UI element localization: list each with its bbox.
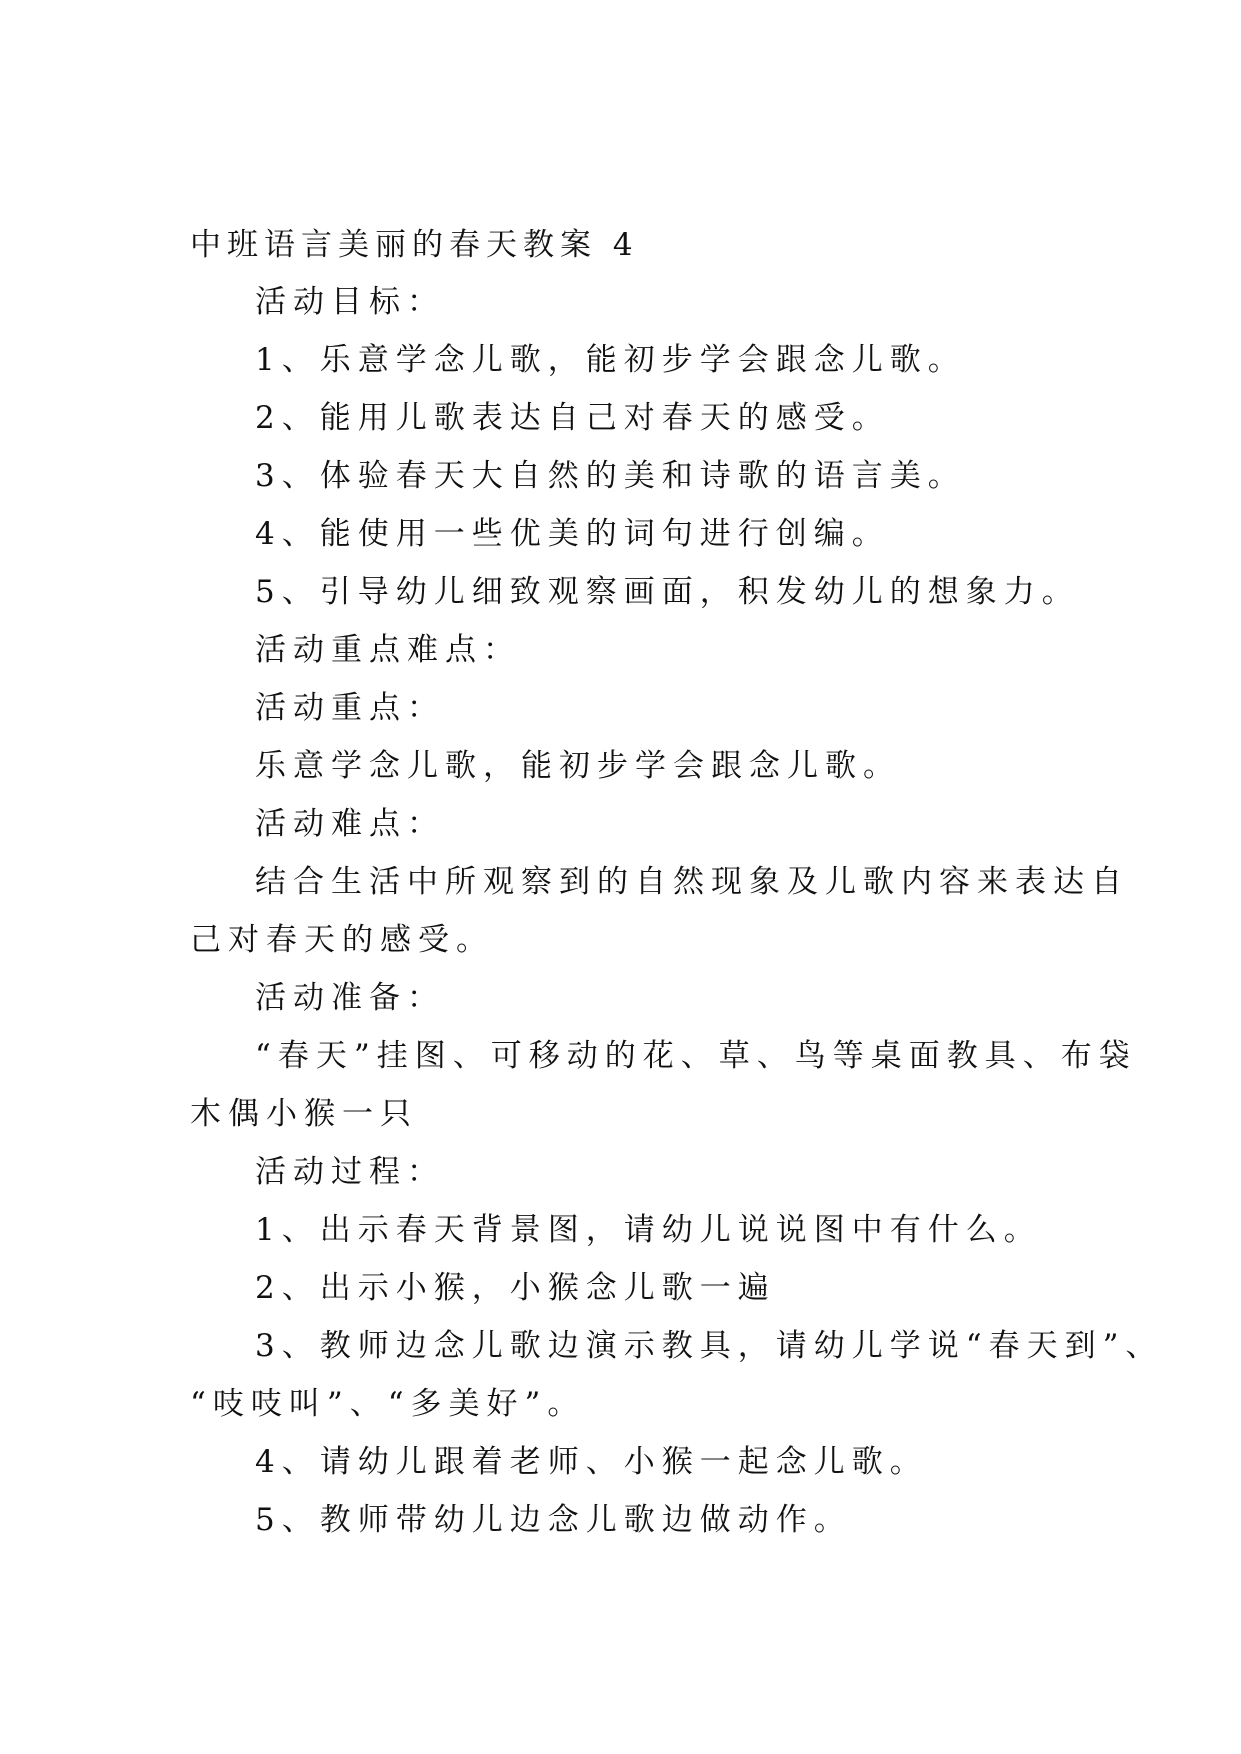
key-point-text: 乐意学念儿歌，能初步学会跟念儿歌。 bbox=[255, 748, 901, 784]
preparation-text-line-1: “春天”挂图、可移动的花、草、鸟等桌面教具、布袋 bbox=[255, 1038, 1137, 1074]
section-heading-process: 活动过程： bbox=[255, 1154, 445, 1190]
difficulty-text-line-2: 己对春天的感受。 bbox=[190, 922, 494, 958]
goal-item-5: 5、引导幼儿细致观察画面，积发幼儿的想象力。 bbox=[255, 574, 1080, 610]
process-step-3-line-2: “吱吱叫”、“多美好”。 bbox=[190, 1386, 586, 1422]
preparation-text-line-2: 木偶小猴一只 bbox=[190, 1096, 418, 1132]
process-step-4: 4、请幼儿跟着老师、小猴一起念儿歌。 bbox=[255, 1444, 928, 1480]
goal-item-2: 2、能用儿歌表达自己对春天的感受。 bbox=[255, 400, 890, 436]
goal-item-1: 1、乐意学念儿歌，能初步学会跟念儿歌。 bbox=[255, 342, 966, 378]
goal-item-3: 3、体验春天大自然的美和诗歌的语言美。 bbox=[255, 458, 966, 494]
section-heading-preparation: 活动准备： bbox=[255, 980, 445, 1016]
document-title: 中班语言美丽的春天教案 4 bbox=[190, 227, 639, 263]
subheading-difficulty: 活动难点： bbox=[255, 806, 445, 842]
section-heading-goals: 活动目标： bbox=[255, 284, 445, 320]
difficulty-text-line-1: 结合生活中所观察到的自然现象及儿歌内容来表达自 bbox=[255, 864, 1129, 900]
process-step-2: 2、出示小猴，小猴念儿歌一遍 bbox=[255, 1270, 776, 1306]
subheading-key-points: 活动重点： bbox=[255, 690, 445, 726]
process-step-1: 1、出示春天背景图，请幼儿说说图中有什么。 bbox=[255, 1212, 1042, 1248]
process-step-5: 5、教师带幼儿边念儿歌边做动作。 bbox=[255, 1502, 852, 1538]
section-heading-key-difficulty: 活动重点难点： bbox=[255, 632, 521, 668]
goal-item-4: 4、能使用一些优美的词句进行创编。 bbox=[255, 516, 890, 552]
process-step-3-line-1: 3、教师边念儿歌边演示教具，请幼儿学说“春天到”、 bbox=[255, 1328, 1164, 1364]
